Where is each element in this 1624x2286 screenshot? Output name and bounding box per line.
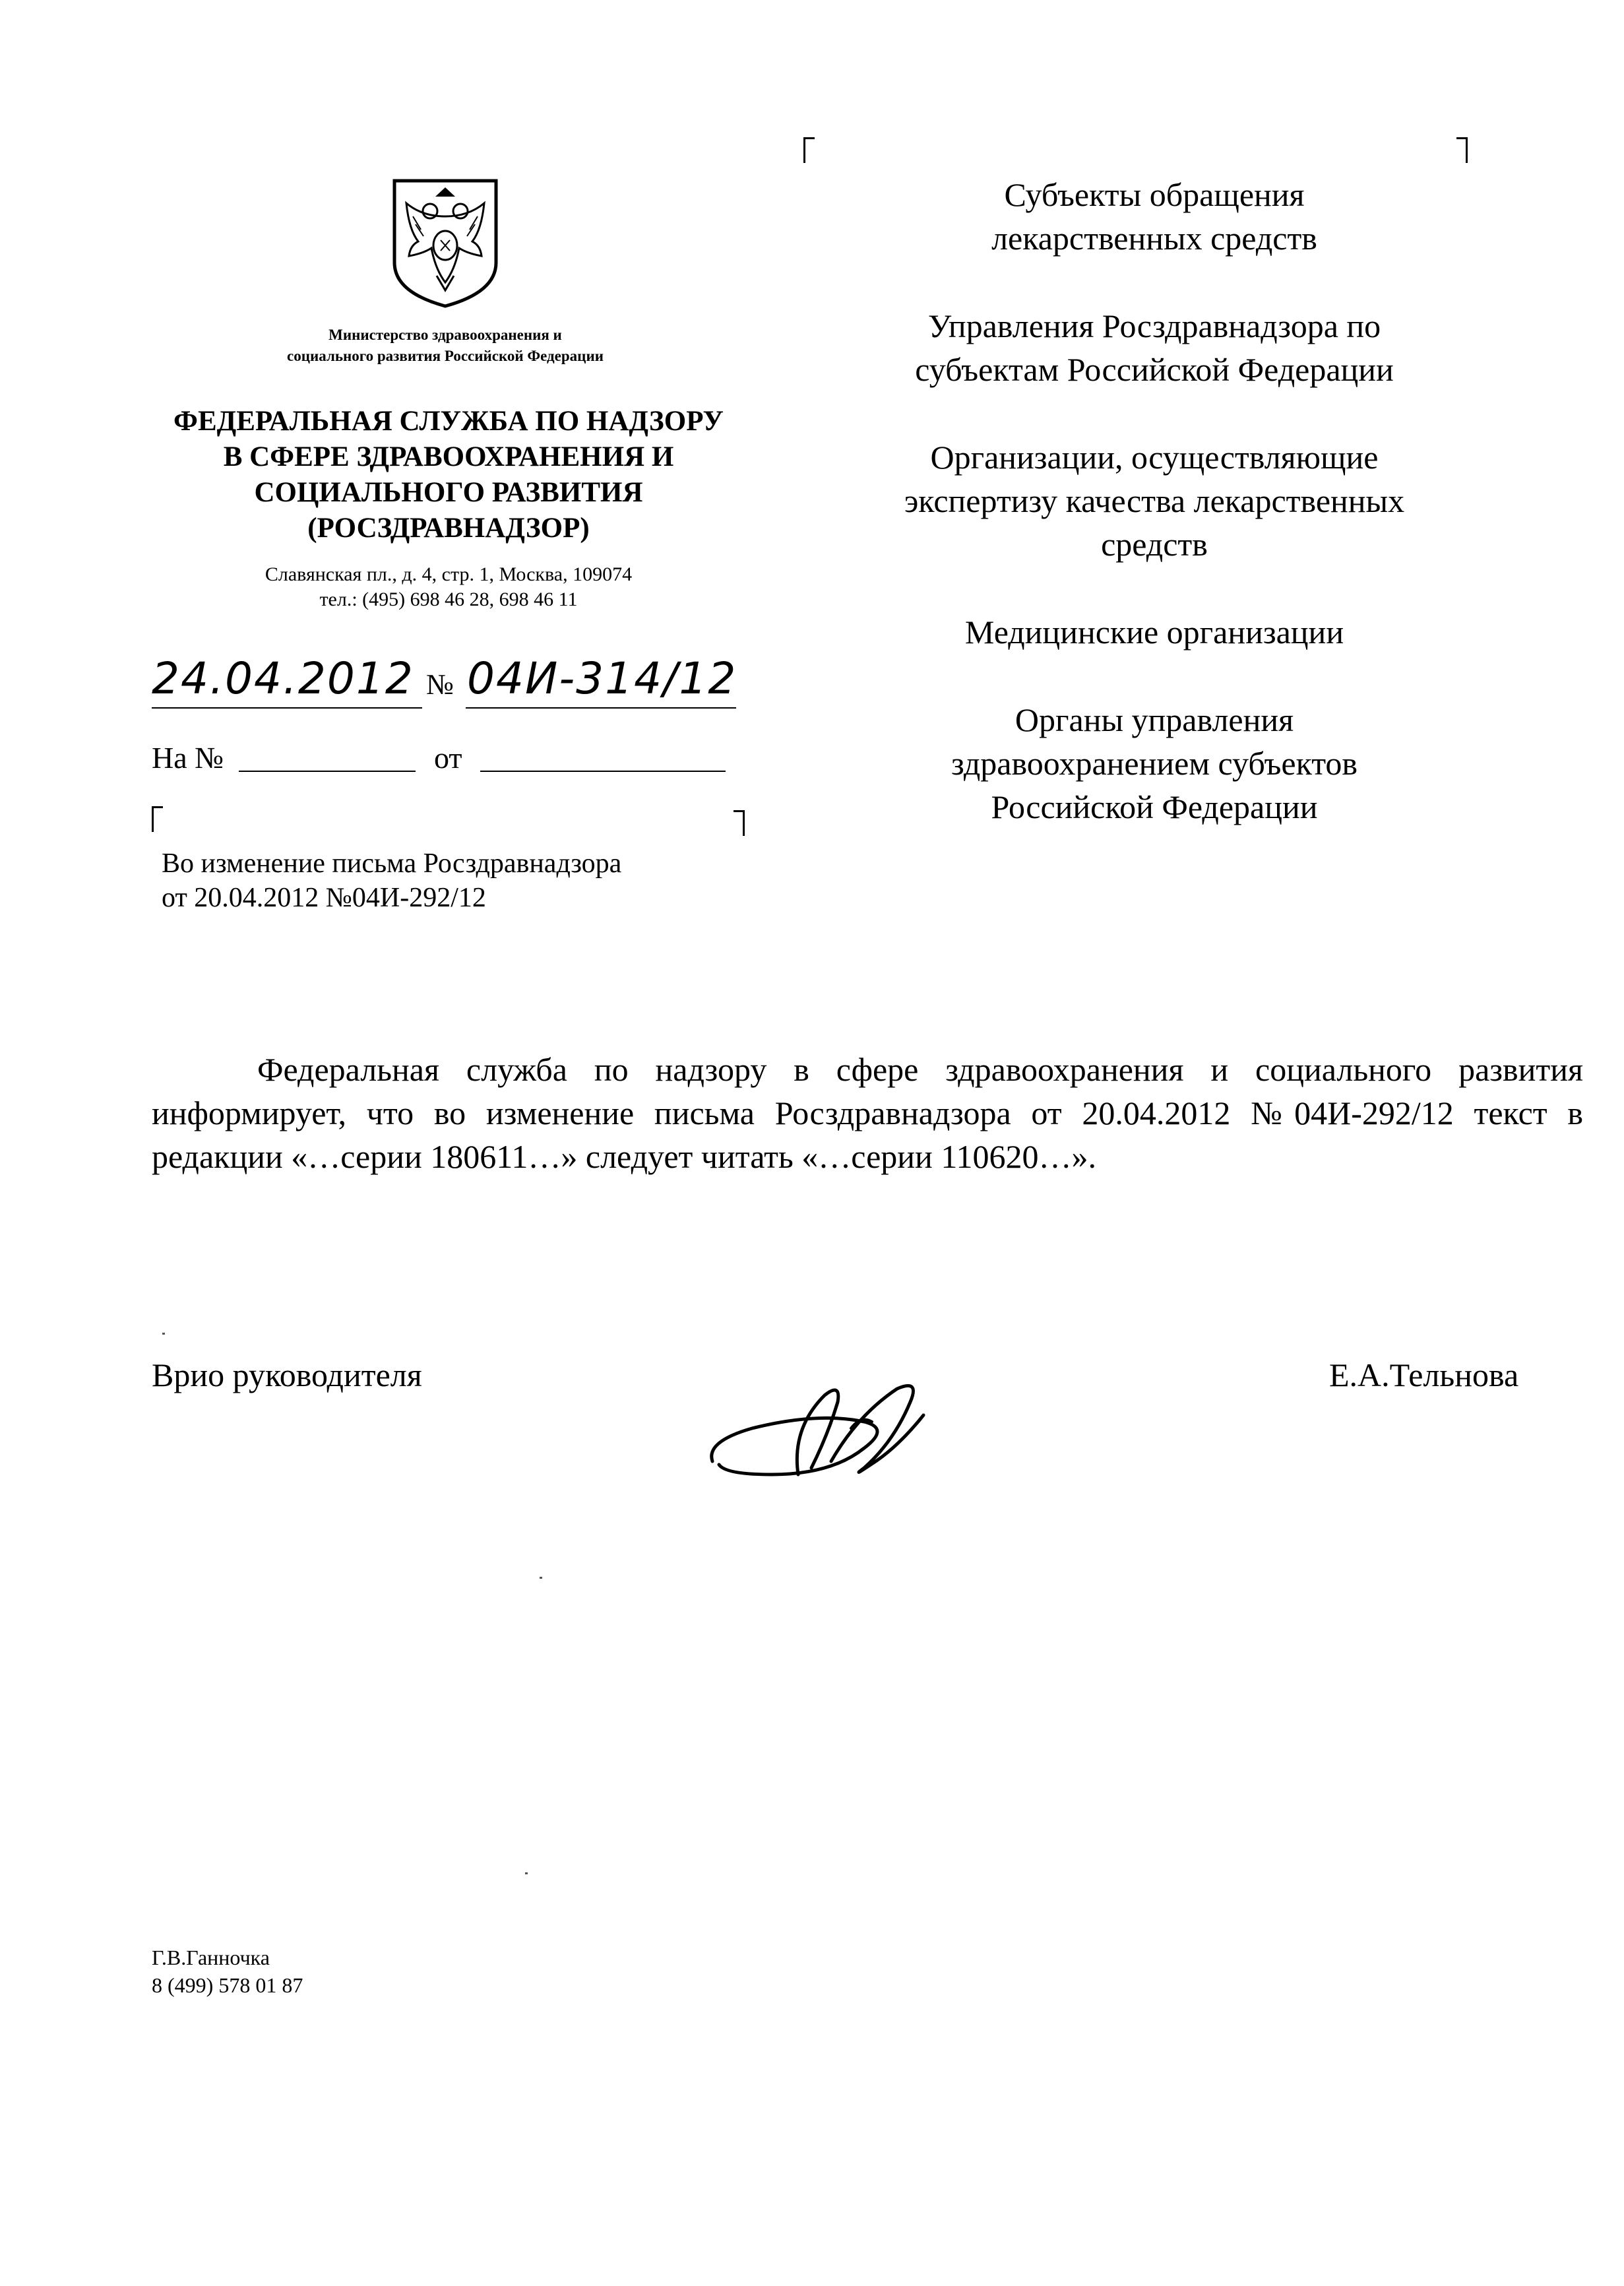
registration-number: 04И-314/12 bbox=[467, 653, 737, 704]
number-underline bbox=[466, 707, 736, 709]
ministry-name: Министерство здравоохранения и социального развития Российской Федерации bbox=[287, 327, 604, 364]
agency-address: Славянская пл., д. 4, стр. 1, Москва, 109074 тел.: (495) 698 46 28, 698 46 11 bbox=[265, 563, 633, 610]
subject-bracket-right bbox=[734, 810, 745, 836]
coat-of-arms-icon bbox=[389, 177, 501, 309]
recipients-bracket-right bbox=[1456, 137, 1468, 163]
recipient-item: Управления Росздравнадзора по субъектам Российской Федерации bbox=[915, 307, 1394, 388]
letter-subject: Во изменение письма Росздравнадзора от 20.04.2012 №04И-292/12 bbox=[162, 848, 622, 913]
registration-date: 24.04.2012 bbox=[152, 653, 414, 704]
subject-bracket-left bbox=[152, 806, 163, 832]
recipients-list bbox=[838, 173, 1471, 873]
reference-number-blank bbox=[239, 771, 416, 772]
recipient-item: Медицинские организации bbox=[964, 614, 1344, 651]
executor-info bbox=[152, 1944, 303, 1999]
reference-from-label: от bbox=[434, 741, 462, 775]
reference-date-blank bbox=[480, 771, 726, 772]
recipient-item: Органы управления здравоохранением субъектов Российской Федерации bbox=[951, 701, 1358, 825]
agency-name: ФЕДЕРАЛЬНАЯ СЛУЖБА ПО НАДЗОРУ В СФЕРЕ ЗДРАВООХРАНЕНИЯ И СОЦИАЛЬНОГО РАЗВИТИЯ (РОСЗДРАВНАДЗОР) bbox=[173, 406, 724, 544]
signatory-position: Врио руководителя bbox=[152, 1356, 422, 1393]
signatory-name: Е.А.Тельнова bbox=[1329, 1356, 1519, 1393]
date-underline bbox=[152, 707, 422, 709]
reference-no-label: На № bbox=[152, 741, 224, 775]
letter-body: Федеральная служба по надзору в сфере здравоохранения и социального развития информирует, что во изменение письма Росздравнадзора от 20.04.2012 №04И-292/12 текст в редакции «…серии 180611…» следует читать «…серии 110620…». bbox=[152, 1051, 1583, 1175]
recipient-item: Субъекты обращения лекарственных средств bbox=[991, 176, 1317, 257]
recipient-item: Организации, осуществляющие экспертизу качества лекарственных средств bbox=[904, 439, 1405, 563]
registration-number-label: № bbox=[426, 668, 454, 701]
recipients-bracket-left bbox=[803, 137, 815, 163]
scan-speck bbox=[162, 1333, 165, 1335]
executor-name: Г.В.Ганночка bbox=[152, 1946, 270, 1969]
scan-speck bbox=[525, 1872, 528, 1874]
handwritten-signature bbox=[699, 1376, 943, 1488]
executor-phone: 8 (499) 578 01 87 bbox=[152, 1973, 303, 1997]
scan-speck bbox=[540, 1577, 542, 1579]
